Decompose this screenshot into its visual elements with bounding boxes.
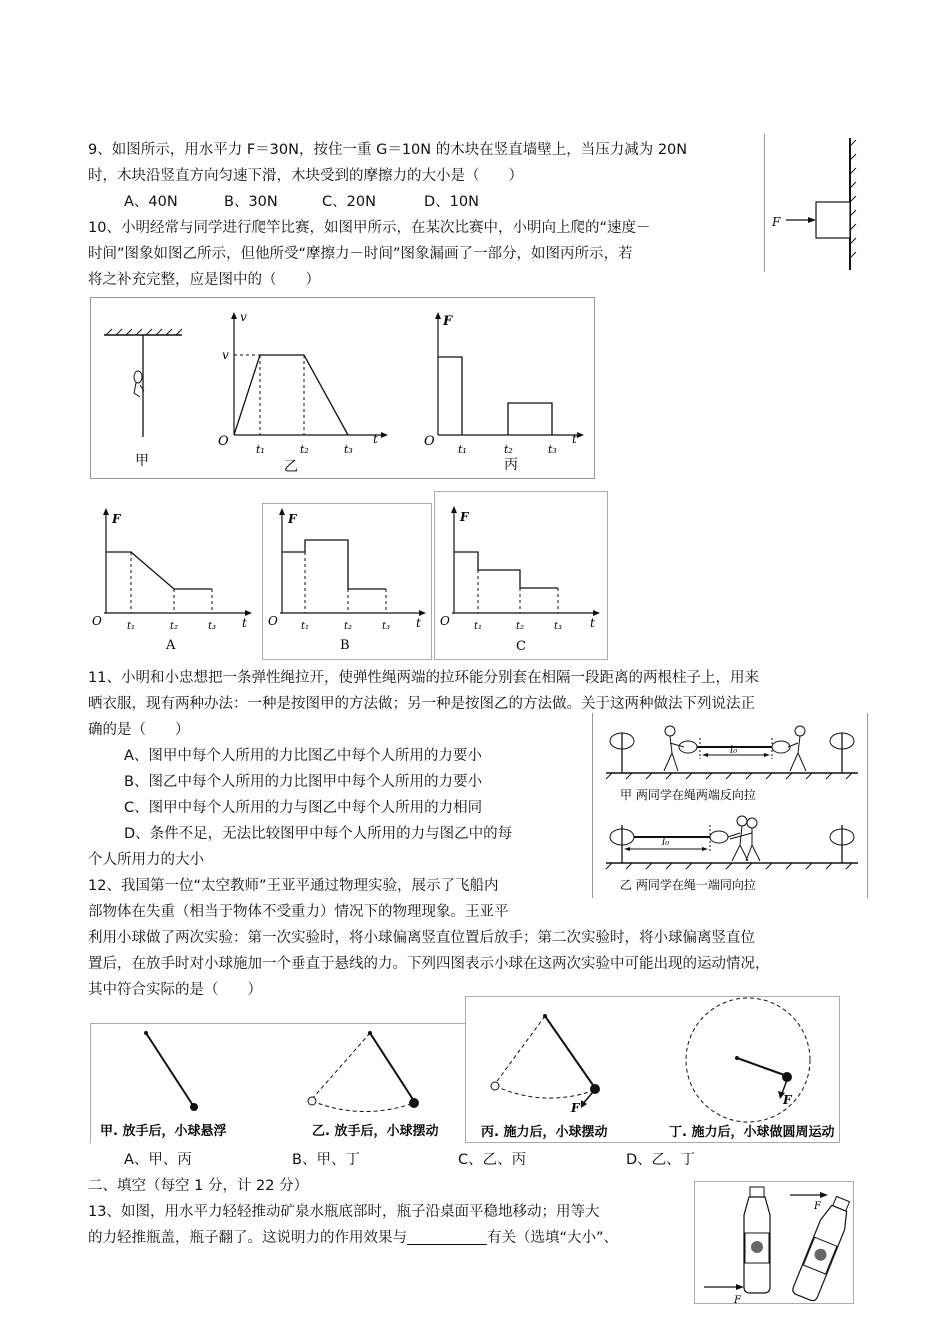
q9-option-d: D、10N <box>424 194 479 210</box>
q12-fig-bing <box>481 1014 607 1140</box>
q12-line2: 部物体在失重（相当于物体不受重力）情况下的物理现象。王亚平 <box>88 904 509 920</box>
svg-text:t₂: t₂ <box>516 621 525 632</box>
q9-option-b: B、30N <box>224 194 278 210</box>
q11-line3: 确的是（ ） <box>88 722 190 738</box>
svg-text:t₁: t₁ <box>458 443 467 456</box>
svg-text:O: O <box>268 614 278 628</box>
q10-velocity-time-graph <box>218 310 388 475</box>
q10-caption-jia: 甲 <box>135 453 149 469</box>
q9-option-c: C、20N <box>322 194 376 210</box>
svg-text:t₁: t₁ <box>127 621 136 632</box>
upright-bottle <box>704 1187 770 1304</box>
svg-text:t₂: t₂ <box>300 443 309 456</box>
svg-text:F: F <box>112 512 121 526</box>
svg-text:丁. 施力后，小球做圆周运动: 丁. 施力后，小球做圆周运动 <box>669 1125 835 1140</box>
q10-line3: 将之补充完整，应是图中的（ ） <box>88 272 320 288</box>
svg-text:O: O <box>92 614 102 628</box>
svg-text:t: t <box>572 432 577 446</box>
svg-text:O: O <box>424 434 435 449</box>
svg-text:t₃: t₃ <box>548 443 557 456</box>
q11-option-d-continued: 个人所用力的大小 <box>88 852 204 868</box>
svg-text:v: v <box>240 310 247 324</box>
svg-text:t₂: t₂ <box>504 443 513 456</box>
q12-fig-jia <box>100 1031 226 1139</box>
svg-text:t₃: t₃ <box>382 621 391 632</box>
svg-text:t₁: t₁ <box>301 621 310 632</box>
q11-option-a: A、图甲中每个人所用的力比图乙中每个人所用的力要小 <box>124 748 482 764</box>
svg-text:乙. 放手后，小球摆动: 乙. 放手后，小球摆动 <box>312 1124 439 1139</box>
svg-text:t: t <box>590 616 595 630</box>
svg-text:O: O <box>218 434 229 449</box>
svg-text:t₁: t₁ <box>474 621 483 632</box>
svg-text:t₁: t₁ <box>256 443 265 456</box>
q10-line1: 10、小明经常与同学进行爬竿比赛，如图甲所示，在某次比赛中，小明向上爬的“速度－ <box>88 220 651 236</box>
q12-line3: 利用小球做了两次实验：第一次实验时，将小球偏离竖直位置后放手；第二次实验时，将小球偏离竖直位 <box>88 930 755 946</box>
q13-line2: 的力轻推瓶盖，瓶子翻了。这说明力的作用效果与 有关（选填“大小”、 <box>88 1230 619 1246</box>
q10-option-c-caption: C <box>516 639 526 654</box>
svg-text:l₀: l₀ <box>730 745 738 756</box>
svg-text:F: F <box>460 510 469 524</box>
q13-line1: 13、如图，用水平力轻轻推动矿泉水瓶底部时，瓶子沿桌面平稳地移动；用等大 <box>88 1204 600 1220</box>
q12-figures-right <box>465 996 840 1143</box>
q10-line2: 时间”图象如图乙所示，但他所受“摩擦力－时间”图象漏画了一部分，如图丙所示，若 <box>88 246 633 262</box>
q10-friction-time-graph-incomplete <box>424 312 584 473</box>
svg-text:F: F <box>288 512 297 526</box>
q10-pole-climber-figure <box>104 329 182 469</box>
svg-text:丙. 施力后，小球摆动: 丙. 施力后，小球摆动 <box>481 1125 608 1140</box>
svg-text:l₀: l₀ <box>662 837 670 848</box>
svg-text:t: t <box>242 616 247 630</box>
q10-caption-yi: 乙 <box>284 459 298 475</box>
svg-text:t₃: t₃ <box>344 443 353 456</box>
svg-text:F: F <box>443 314 453 329</box>
svg-text:t: t <box>373 432 378 446</box>
svg-text:甲. 放手后，小球悬浮: 甲. 放手后，小球悬浮 <box>100 1124 227 1139</box>
q11-option-d: D、条件不足，无法比较图甲中每个人所用的力与图乙中的每 <box>124 826 513 842</box>
q12-figures-left <box>90 1023 465 1143</box>
q12-option-c: C、乙、丙 <box>458 1152 527 1168</box>
q11-fig-jia <box>606 726 858 802</box>
q10-option-a-caption: A <box>166 638 176 653</box>
svg-text:v: v <box>222 348 229 362</box>
q10-option-b-caption: B <box>340 638 350 653</box>
svg-text:t₂: t₂ <box>170 621 179 632</box>
q9-figure-wall-block <box>764 134 860 272</box>
svg-text:F: F <box>734 1295 741 1304</box>
q12-fig-yi <box>308 1031 438 1139</box>
tilted-bottle <box>791 1194 854 1302</box>
q11-caption-jia: 甲 两同学在绳两端反向拉 <box>620 788 756 802</box>
q11-caption-yi: 乙 两同学在绳一端同向拉 <box>620 878 756 892</box>
section2-title: 二、填空（每空 1 分，计 22 分） <box>88 1178 309 1194</box>
q10-caption-bing: 丙 <box>504 457 518 473</box>
q12-option-b: B、甲、丁 <box>292 1152 360 1168</box>
svg-text:F: F <box>783 1093 792 1107</box>
svg-text:t: t <box>416 616 421 630</box>
q11-rope-figure <box>592 713 868 898</box>
q11-line2: 晒衣服，现有两种办法：一种是按图甲的方法做；另一种是按图乙的方法做。关于这两种做法下列说法正 <box>88 696 755 712</box>
q10-main-figure <box>90 297 595 479</box>
svg-text:t₂: t₂ <box>344 621 353 632</box>
q9-line1: 9、如图所示，用水平力 F＝30N，按住一重 G＝10N 的木块在竖直墙壁上，当压力减为 20N <box>88 142 688 158</box>
q11-option-b: B、图乙中每个人所用的力比图甲中每个人所用的力要小 <box>124 774 482 790</box>
q11-line1: 11、小明和小忠想把一条弹性绳拉开，使弹性绳两端的拉环能分别套在相隔一段距离的两根柱子上，用来 <box>88 670 759 686</box>
q9-force-label: F <box>772 215 781 229</box>
svg-text:F: F <box>571 1101 580 1115</box>
q13-answer-blank[interactable] <box>407 1229 487 1245</box>
q10-option-c-graph <box>434 491 608 660</box>
q9-option-a: A、40N <box>124 194 178 210</box>
q12-option-d: D、乙、丁 <box>626 1152 696 1168</box>
q13-bottle-figure <box>694 1181 854 1304</box>
q9-line2: 时，木块沿竖直方向匀速下滑，木块受到的摩擦力的大小是（ ） <box>88 168 523 184</box>
q10-option-b-graph <box>262 503 432 660</box>
q12-line5: 其中符合实际的是（ ） <box>88 982 262 998</box>
svg-text:t₃: t₃ <box>208 621 217 632</box>
q12-line1: 12、我国第一位“太空教师”王亚平通过物理实验，展示了飞船内 <box>88 878 499 894</box>
svg-text:t₃: t₃ <box>554 621 563 632</box>
q12-option-a: A、甲、丙 <box>124 1152 192 1168</box>
q12-fig-ding <box>669 998 834 1140</box>
q11-fig-yi <box>606 816 858 892</box>
svg-text:O: O <box>440 614 450 628</box>
q12-line4: 置后，在放手时对小球施加一个垂直于悬线的力。下列四图表示小球在这两次实验中可能出现的运动情况， <box>88 956 770 972</box>
q11-option-c: C、图甲中每个人所用的力与图乙中每个人所用的力相同 <box>124 800 483 816</box>
q10-option-a-graph <box>90 503 260 660</box>
svg-text:F: F <box>814 1201 821 1212</box>
